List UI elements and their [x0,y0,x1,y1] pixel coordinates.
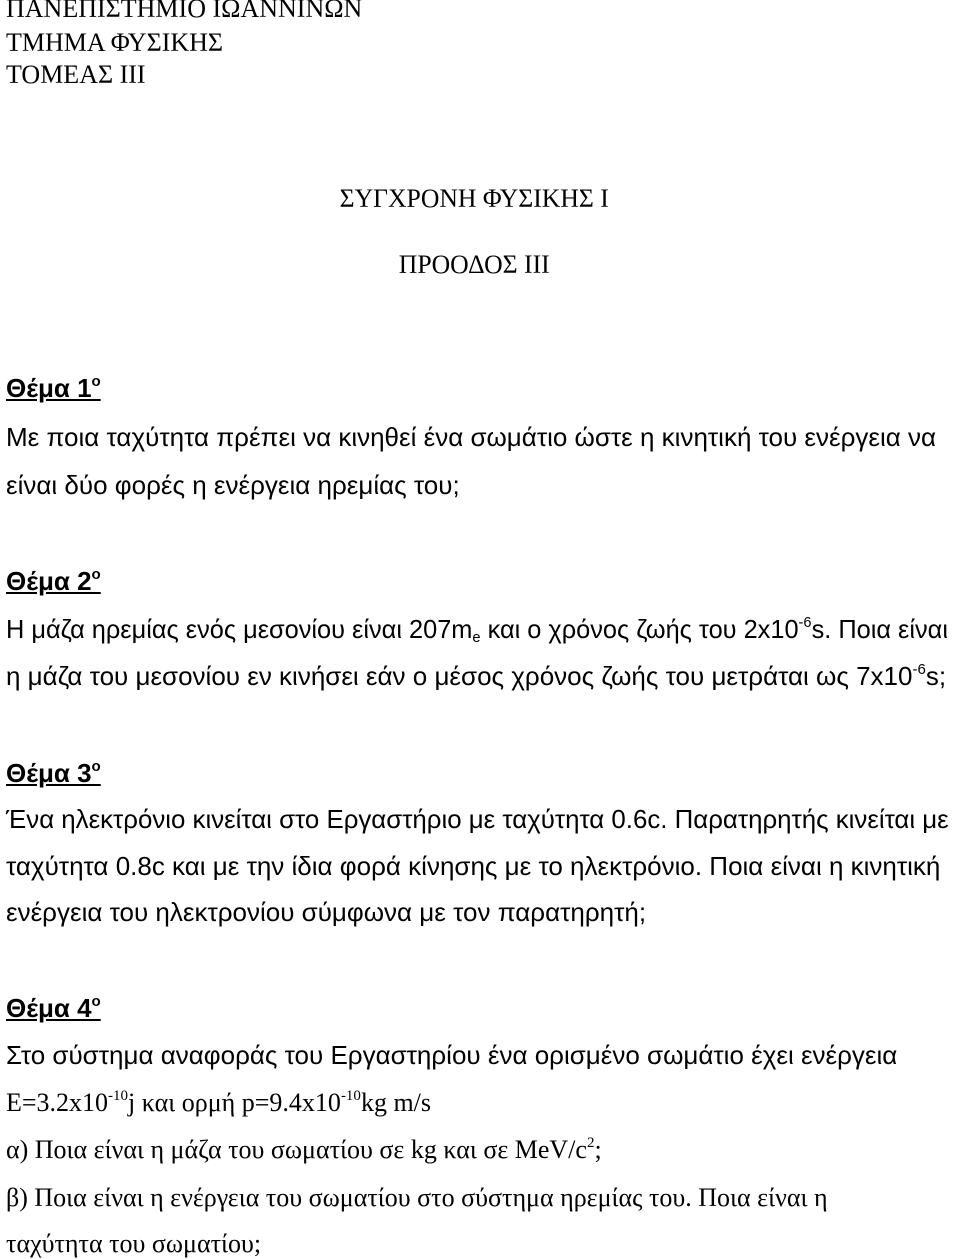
question-1-line-1: Με ποια ταχύτητα πρέπει να κινηθεί ένα σωμάτιο ώστε η κινητική του ενέργεια να [6,422,937,452]
question-4-part-b-line-1: β) Ποια είναι η ενέργεια του σωματίου στο σύστημα ηρεμίας του. Ποια είναι η [6,1183,828,1212]
question-2-heading: Θέμα $2^o$ [6,566,101,596]
exam-title: ΠΡΟΟΔΟΣ ΙΙΙ [398,250,550,279]
question-4-part-b-line-2: ταχύτητα του σωματίου; [6,1229,262,1258]
question-4-heading: Θέμα $4^o$ [6,993,101,1023]
question-3-heading: Θέμα $3^o$ [6,758,101,788]
question-1-heading: Θέμα $1^o$ [6,373,101,403]
question-4-part-a: α) Ποια είναι η μάζα του σωματίου σε kg και σε MeV/$c^2$; [6,1135,602,1164]
question-4-line-1: Στο σύστημα αναφοράς του Εργαστηρίου ένα ορισμένο σωμάτιο έχει ενέργεια [6,1040,898,1070]
university-name: ΠΑΝΕΠΙΣΤΗΜΙΟ ΙΩΑΝΝΙΝΩΝ [6,0,363,23]
department-name: ΤΜΗΜΑ ΦΥΣΙΚΗΣ [6,28,224,57]
question-2-line-2: η μάζα του μεσονίου εν κινήσει εάν ο μέσος χρόνος ζωής του μετράται ως $7x10^{-6}s$; [6,661,947,691]
question-3-line-3: ενέργεια του ηλεκτρονίου σύμφωνα με τον παρατηρητή; [6,897,647,927]
question-4-line-2: $E=3.2x10^{-10}j$ και ορμή $p=9.4x10^{-10}kg$ m/s [6,1088,432,1117]
question-3-line-1: Ένα ηλεκτρόνιο κινείται στο Εργαστήριο με ταχύτητα 0.6c. Παρατηρητής κινείται με [6,804,949,834]
question-3-line-2: ταχύτητα 0.8c και με την ίδια φορά κίνησης με το ηλεκτρόνιο. Ποια είναι η κινητική [6,851,941,881]
course-title: ΣΥΓΧΡΟΝΗ ΦΥΣΙΚΗΣ Ι [339,184,609,213]
sector-name: ΤΟΜΕΑΣ ΙΙΙ [6,60,146,89]
question-2-line-1: Η μάζα ηρεμίας ενός μεσονίου είναι $207m_e$ και ο χρόνος ζωής του $2x10^{-6}s$. Ποια είναι [6,614,948,646]
question-1-line-2: είναι δύο φορές η ενέργεια ηρεμίας του; [6,470,460,500]
